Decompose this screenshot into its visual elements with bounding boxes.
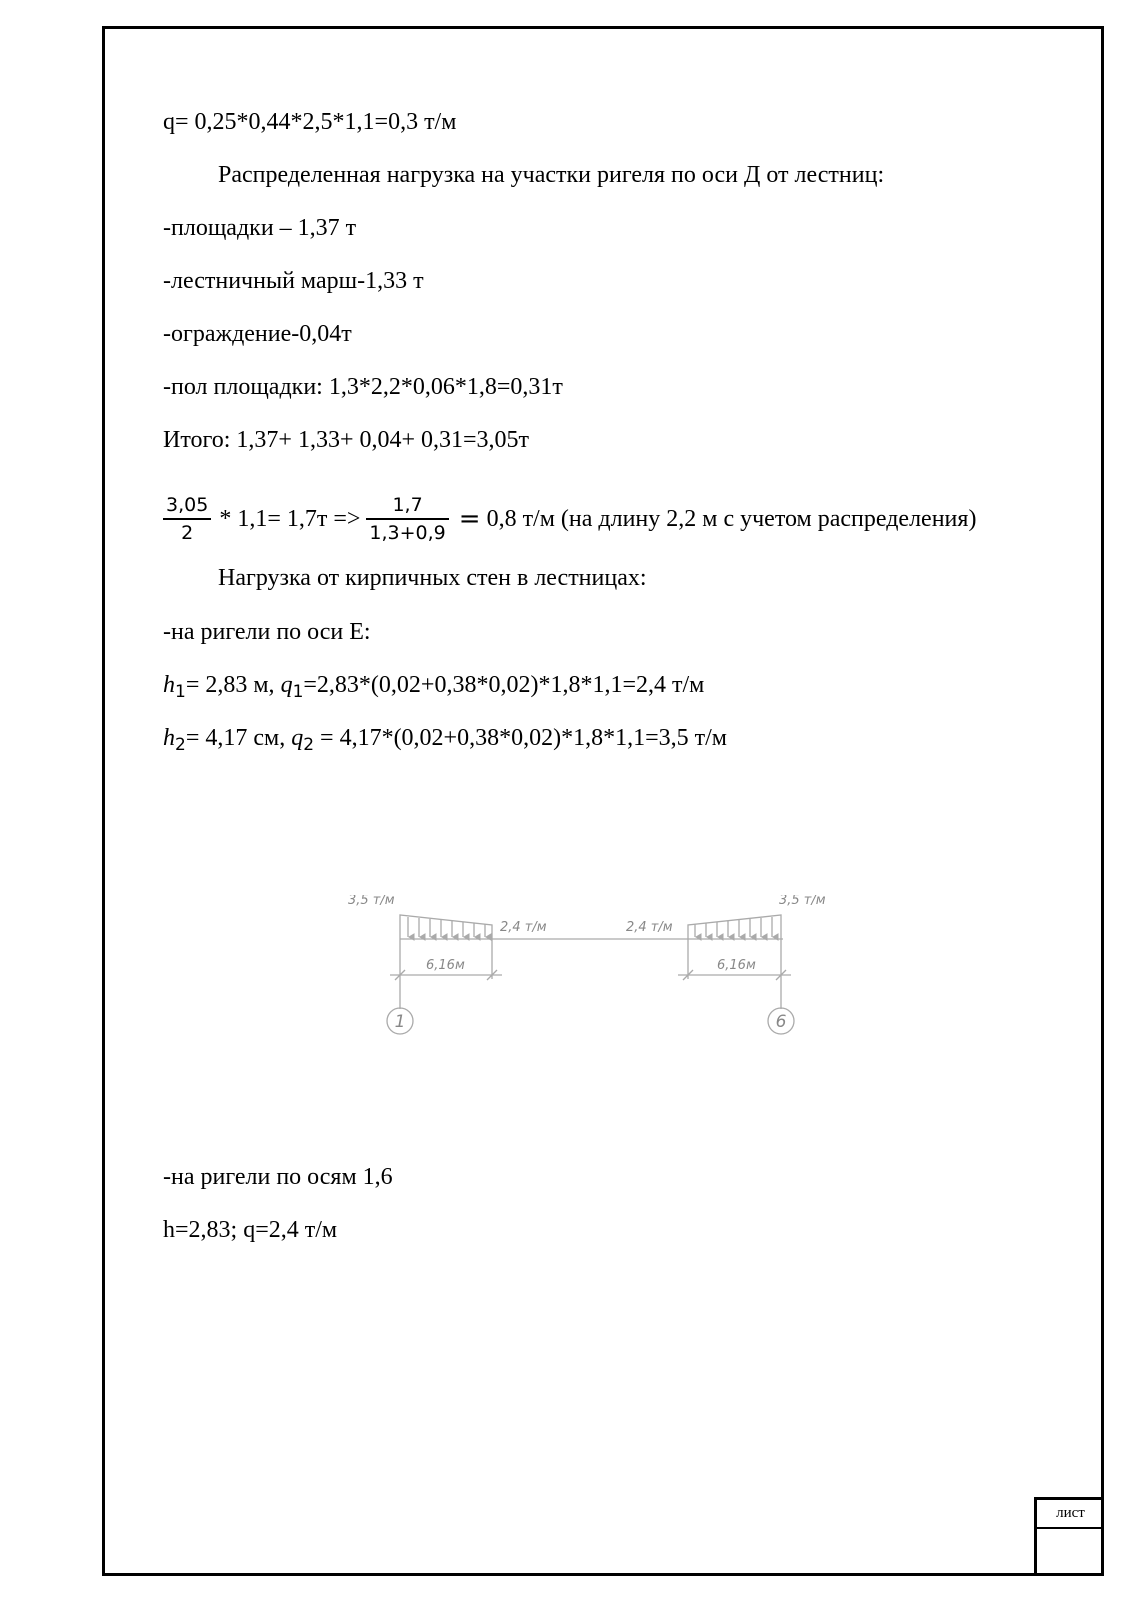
formula-result: 0,8 т/м (на длину 2,2 м с учетом распределения): [486, 505, 977, 532]
axis-label-6: 6: [775, 1012, 787, 1032]
right-load-outline: [688, 915, 781, 939]
fraction-per-length: [366, 492, 448, 546]
label-left-max-load: 3,5 т/м: [348, 895, 395, 908]
sheet-frame: [102, 26, 1104, 1576]
fraction-total-half: [163, 492, 211, 546]
wall-row-2: $h_2= 4,17$ см, $q_2 = 4,17*(0,02+0,38*0,02)*1,8*1,1=3,5$ т/м: [163, 725, 727, 755]
fraction-denominator: 1,3+0,9: [369, 522, 446, 544]
axis-label-1: 1: [394, 1012, 406, 1032]
formula-q: q= 0,25*0,44*2,5*1,1=0,3 т/м: [163, 109, 457, 135]
sheet-stamp: [1034, 1497, 1104, 1576]
formula-middle: * 1,1= 1,7т =>: [219, 505, 361, 532]
item-flight: -лестничный марш-1,33 т: [163, 268, 424, 294]
left-load-outline: [400, 915, 492, 939]
label-right-max-load: 3,5 т/м: [779, 895, 826, 908]
label-right-min-load: 2,4 т/м: [626, 920, 673, 935]
axes-1-6-heading: -на ригели по осям 1,6: [163, 1164, 393, 1190]
stairs-load-heading: Распределенная нагрузка на участки ригеля по оси Д от лестниц:: [218, 162, 885, 188]
item-railing: -ограждение-0,04т: [163, 321, 352, 347]
label-left-min-load: 2,4 т/м: [500, 920, 547, 935]
fraction-numerator: 1,7: [392, 494, 423, 516]
equals-sign: =: [458, 504, 481, 534]
fraction-numerator: 3,05: [166, 494, 209, 516]
walls-heading: Нагрузка от кирпичных стен в лестницах:: [218, 565, 647, 591]
item-landings: -площадки – 1,37 т: [163, 215, 357, 241]
axes-1-6-values: h=2,83; q=2,4 т/м: [163, 1217, 338, 1243]
item-total: Итого: 1,37+ 1,33+ 0,04+ 0,31=3,05т: [163, 427, 530, 453]
label-dim-left: 6,16м: [426, 958, 465, 973]
item-floor: -пол площадки: 1,3*2,2*0,06*1,8=0,31т: [163, 374, 563, 400]
distribution-formula: [163, 484, 976, 554]
load-diagram: [340, 895, 860, 1055]
fraction-denominator: 2: [181, 522, 194, 544]
walls-axis-e: -на ригели по оси Е:: [163, 619, 371, 645]
stamp-sheet-label: лист: [1037, 1500, 1104, 1529]
wall-row-1: $h_1= 2,83$ м, $q_1=2,83*(0,02+0,38*0,02)*1,8*1,1=2,4$ т/м: [163, 672, 705, 702]
label-dim-right: 6,16м: [717, 958, 756, 973]
